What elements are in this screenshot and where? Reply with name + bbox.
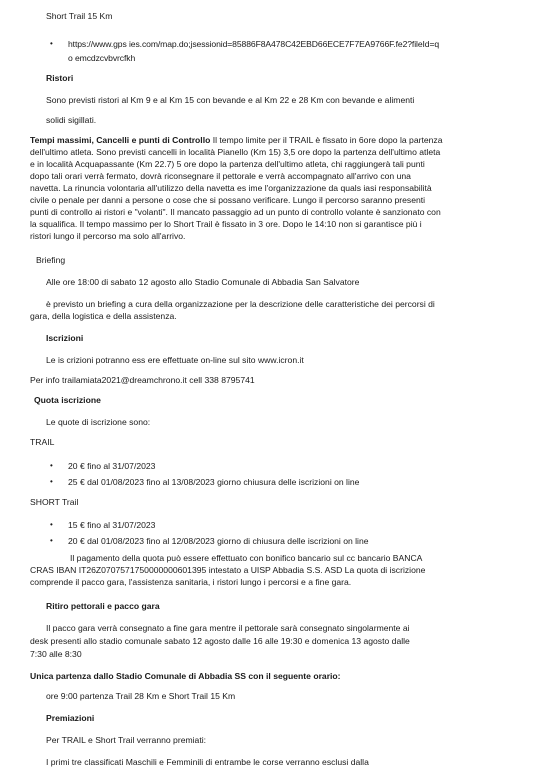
payment-text: comprende il pacco gara, l'assistenza sanitaria, i ristori lungo i percorsi e a fine gara. (30, 577, 352, 587)
trail-price-item: 20 € fino al 31/07/2023 (68, 461, 156, 471)
ristori-text: Sono previsti ristori al Km 9 e al Km 15 con bevande e al Km 22 e 28 Km con bevande e alimenti (46, 95, 415, 105)
payment-text: Il pagamento della quota può essere effettuato con bonifico bancario sul cc bancario BANCA (70, 553, 423, 563)
gpsies-link[interactable]: https://www.gps ies.com/map.do;jsessionid=85886F8A478C42EBD66ECE7F7EA9766F.fe2?fileId=q (68, 39, 440, 49)
iscrizioni-heading: Iscrizioni (46, 333, 84, 343)
partenza-text: ore 9:00 partenza Trail 28 Km e Short Trail 15 Km (46, 691, 236, 701)
tempi-text: e in località Acquapassante (Km 22.7) 5 ore dopo la partenza dell'ultimo atleta, chi raggiungerà tali punti (30, 159, 425, 169)
contact-info: Per info trailamiata2021@dreamchrono.it cell 338 8795741 (30, 375, 255, 385)
premiazioni-text: I primi tre classificati Maschili e Femminili di entrambe le corse verranno esclusi dalla (46, 757, 369, 767)
tempi-text: Il tempo limite per il TRAIL è fissato in 6ore dopo la partenza (210, 135, 443, 145)
bullet-icon: • (50, 477, 53, 486)
tempi-heading: Tempi massimi, Cancelli e punti di Controllo (30, 135, 211, 145)
ristori-text: solidi sigillati. (46, 115, 97, 125)
premiazioni-text: Per TRAIL e Short Trail verranno premiati: (46, 735, 207, 745)
tempi-text: la squalifica. Il tempo massimo per lo Short Trail è fissato in 3 ore. Dopo le 14:10 non si garantisce più i (30, 219, 422, 229)
premiazioni-heading: Premiazioni (46, 713, 95, 723)
ritiro-text: Il pacco gara verrà consegnato a fine gara mentre il pettorale sarà consegnato singolarmente ai (46, 623, 410, 633)
tempi-text: civile o penale per danni a persone o cose che si possano verificare. Lungo il percorso saranno presenti (30, 195, 426, 205)
short-price-item: 15 € fino al 31/07/2023 (68, 520, 156, 530)
bullet-icon: • (50, 520, 53, 529)
payment-text: CRAS IBAN IT26Z0707571750000000601395 intestato a UISP Abbadia S.S. ASD La quota di iscrizione (30, 565, 426, 575)
ritiro-heading: Ritiro pettorali e pacco gara (46, 601, 160, 611)
iscrizioni-text: Le is crizioni potranno ess ere effettuate on-line sul sito www.icron.it (46, 355, 304, 365)
tempi-text: dopo tali orari verrà fermato, dovrà riconsegnare il pettorale e verrà accompagnato all'arrivo con una (30, 171, 411, 181)
short-trail-heading: Short Trail 15 Km (46, 11, 113, 21)
briefing-heading: Briefing (36, 255, 66, 265)
tempi-text: dell'ultimo atleta. Sono previsti cancelli in località Pianello (Km 15) 3,5 ore dopo la partenza dell'ultimo atleta (30, 147, 441, 157)
briefing-text: Alle ore 18:00 di sabato 12 agosto allo Stadio Comunale di Abbadia San Salvatore (46, 277, 360, 287)
bullet-icon: • (50, 39, 53, 48)
short-trail-label: SHORT Trail (30, 497, 79, 507)
ritiro-text: 7:30 alle 8:30 (30, 649, 82, 659)
ristori-heading: Ristori (46, 73, 74, 83)
trail-price-item: 25 € dal 01/08/2023 fino al 13/08/2023 giorno chiusura delle iscrizioni on line (68, 477, 360, 487)
bullet-icon: • (50, 536, 53, 545)
briefing-text: è previsto un briefing a cura della organizzazione per la descrizione delle caratteristiche dei percorsi di (46, 299, 435, 309)
gpsies-link-continued[interactable]: o emcdzcvbvrcfkh (68, 53, 136, 63)
quota-heading: Quota iscrizione (34, 395, 101, 405)
tempi-text: punti di controllo ai ristori e "volanti". Il mancato passaggio ad un punto di controllo volante è sanzionato con (30, 207, 441, 217)
short-price-item: 20 € dal 01/08/2023 fino al 12/08/2023 giorno di chiusura delle iscrizioni on line (68, 536, 369, 546)
trail-label: TRAIL (30, 437, 55, 447)
briefing-text: gara, della logistica e della assistenza. (30, 311, 177, 321)
tempi-text: ristori lungo il percorso ma solo all'arrivo. (30, 231, 186, 241)
tempi-text: navetta. La rinuncia volontaria all'utilizzo della navetta es ime l'organizzazione da quals iasi responsabilità (30, 183, 432, 193)
quota-intro: Le quote di iscrizione sono: (46, 417, 151, 427)
partenza-heading: Unica partenza dallo Stadio Comunale di Abbadia SS con il seguente orario: (30, 671, 341, 681)
tempi-paragraph-first-line (30, 134, 443, 146)
bullet-icon: • (50, 461, 53, 470)
ritiro-text: desk presenti allo stadio comunale sabato 12 agosto dalle 16 alle 19:30 e domenica 13 agosto dalle (30, 636, 410, 646)
